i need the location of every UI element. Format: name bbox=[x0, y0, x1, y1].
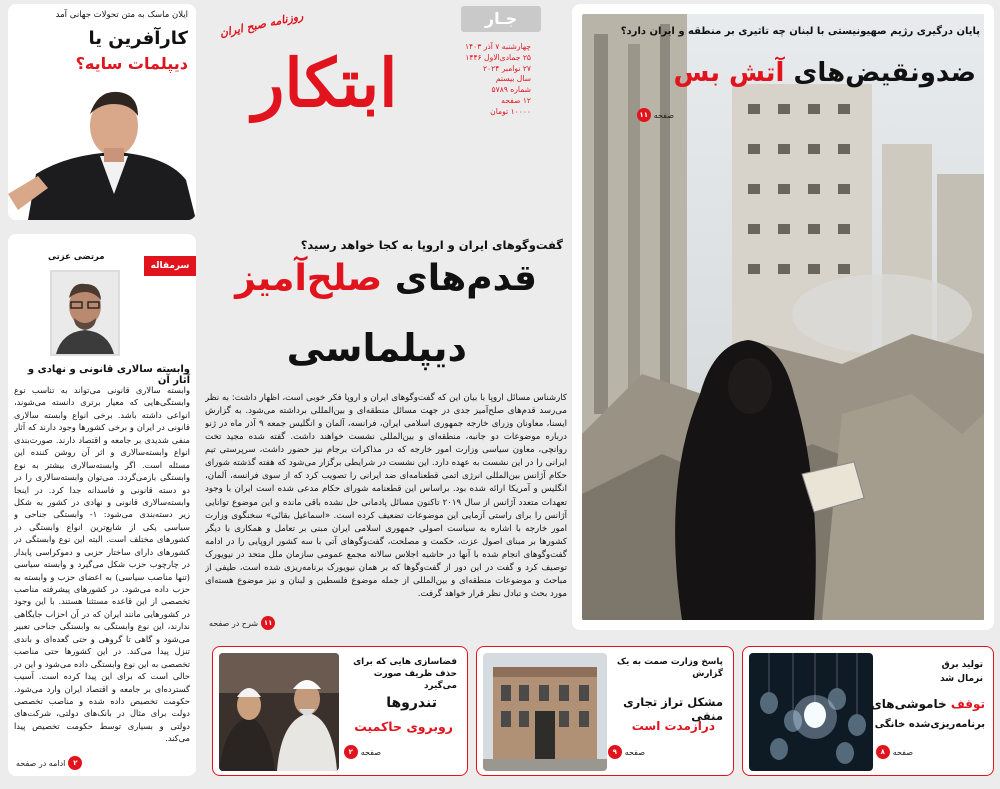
ceasefire-headline bbox=[673, 58, 976, 88]
trade-kicker: پاسخ وزارت صمت به یک گزارش bbox=[617, 657, 723, 679]
editorial-title: وابسته سالاری قانونی و نهادی و آثار آن bbox=[27, 364, 190, 386]
issue-pages: ۱۲ صفحه bbox=[501, 95, 531, 105]
lead-kicker: گفت‌وگوهای ایران و اروپا به کجا خواهد رسید؟ bbox=[300, 238, 563, 252]
issue-date-fa: چهارشنبه ۷ آذر ۱۴۰۳ bbox=[464, 42, 531, 51]
hardliners-story[interactable] bbox=[212, 646, 468, 776]
editorial-body: وابسته سالاری قانونی می‌تواند به تناسب نوع وابستگی‌هایی که معیار برتری دانسته می‌شوند، انواعی داشته باشد. برخی انواع وابسته سالاری قانونی در ایران و برخی کشورها وجود دارند که آثار منفی شدیدی بر جامعه و اقتصاد دارند. صورت‌بندی انواع وابسته‌سالاری و اثر آن روشن کننده این مسئله است. اگر وابسته‌سالاری بیشتر به نوع وابستگی بازمی‌گردد. می‌توان وابسته‌سالاری را در دو دسته قانونی و فاسدانه جدا کرد. در اینجا وابسته‌سالاری قانونی و نهادی در کشور به شکل زیر دسته‌بندی می‌شود: ۱- وابستگی جناحی و سیاسی یکی از شایع‌ترین انواع وابستگی در کشورهای مختلف است. البته این نوع وابستگی در کشورهای دارای ساختار حزبی و دموکراسی پایدار در چارچوب حزب شکل می‌گیرد و وابسته سیاسی (تنها مناصب سیاسی) به اعضای حزب و وابسته به حزب داده می‌شود. در کشورهای پیشرفته مناصب تخصصی از این قاعده مستثنا هستند. با این وجود در کشورهایی مانند ایران که در آن احزاب جایگاهی ندارند، این نوع وابستگی به وابستگی جناحی تعبیر می‌شود و گاهی تا گروهی و حتی گعده‌ای و باندی تنزل پیدا می‌کند. در این کشورها حتی مناصب تخصصی به این نوع وابستگی داده می‌شود و این در حالی است که برای این پیدا کرده است. آسیب گسترده‌ای بر جامعه و اقتصاد ایران وارد می‌شود. حکومت تخصیص داده شده و مناصب تخصصی دولت برای مثال در بانک‌های دولتی، شرکت‌های دولتی و بسیاری توسط حکومت تخصیص پیدا می‌کند. bbox=[14, 385, 190, 744]
continue-label: شرح در صفحه bbox=[209, 618, 259, 628]
newspaper-subtitle: روزنامه صبح ایران bbox=[218, 9, 305, 40]
page-number-badge: ۹ bbox=[608, 745, 622, 759]
lead-continue bbox=[209, 616, 275, 630]
musk-story-box[interactable] bbox=[8, 4, 196, 220]
ceasefire-page-ref bbox=[637, 108, 674, 122]
lead-headline-1 bbox=[235, 258, 537, 299]
page-number-badge: ۲ bbox=[68, 756, 82, 770]
page-number-badge: ۱۱ bbox=[637, 108, 651, 122]
hardliners-title-2: روبروی حاکمیت bbox=[354, 719, 453, 734]
light-bulbs-photo bbox=[749, 653, 873, 771]
continue-label: ادامه در صفحه bbox=[16, 758, 66, 768]
page-ref-label: صفحه bbox=[653, 110, 674, 120]
author-photo bbox=[50, 270, 120, 356]
page-number-badge: ۲ bbox=[344, 745, 358, 759]
author-name: مرتضی عزتی bbox=[48, 252, 105, 262]
power-title-1a: توقف bbox=[950, 697, 985, 711]
issue-number: شماره ۵۷۸۹ bbox=[491, 85, 531, 95]
trade-title-1: مشکل تراز تجاری منفی bbox=[623, 695, 723, 723]
jar-tag: جـار bbox=[461, 6, 541, 32]
ministry-building-photo bbox=[483, 653, 607, 771]
issue-info bbox=[435, 42, 531, 117]
trade-page-ref bbox=[608, 745, 645, 759]
hardliners-page-ref bbox=[344, 745, 381, 759]
page-ref-label: صفحه bbox=[892, 747, 913, 757]
hardliners-title-1: تندروها bbox=[386, 695, 437, 711]
musk-portrait bbox=[8, 84, 196, 220]
lead-headline-2: دیپلماسی bbox=[286, 326, 467, 370]
ceasefire-kicker: پایان درگیری رژیم صهیونیستی با لبنان چه تاثیری بر منطقه و ایران دارد؟ bbox=[620, 26, 980, 37]
musk-kicker: ایلان ماسک به متن تحولات جهانی آمد bbox=[55, 10, 188, 20]
issue-date-gregorian: ۲۷ نوامبر ۲۰۲۴ bbox=[482, 63, 531, 73]
power-kicker-2: نرمال شد bbox=[940, 674, 983, 684]
newspaper-logo: ابتکار bbox=[252, 44, 398, 122]
gaza-ruins-photo bbox=[582, 14, 984, 620]
power-page-ref bbox=[876, 745, 913, 759]
issue-date-hijri: ۲۵ جمادی‌الاول ۱۴۴۶ bbox=[465, 52, 531, 62]
lead-headline-1b: صلح‌آمیز bbox=[235, 258, 383, 299]
issue-year: سال بیستم bbox=[495, 74, 531, 84]
masthead bbox=[205, 4, 545, 226]
power-title-2: برنامه‌ریزی‌شده خانگی bbox=[874, 719, 985, 730]
power-outage-story[interactable] bbox=[742, 646, 994, 776]
editorial-column[interactable] bbox=[8, 234, 196, 776]
musk-headline-2: دیپلمات سایه؟ bbox=[75, 54, 188, 73]
musk-headline-1: کارآفرین یا bbox=[88, 28, 188, 49]
page-number-badge: ۱۱ bbox=[261, 616, 275, 630]
page-ref-label: صفحه bbox=[360, 747, 381, 757]
lead-story[interactable] bbox=[205, 232, 567, 632]
power-title-1b: خاموشی‌های bbox=[870, 697, 947, 711]
page-number-badge: ۸ bbox=[876, 745, 890, 759]
hardliners-photo bbox=[219, 653, 339, 771]
trade-title-2: درازمدت است bbox=[631, 719, 715, 733]
ceasefire-story[interactable] bbox=[572, 4, 994, 630]
lead-body: کارشناس مسائل اروپا با بیان این که گفت‌وگوهای ایران و اروپا فکر خوبی است، اظهار داشت: به نظر می‌رسد قدم‌های صلح‌آمیز جدی در جهت مسائل منطقه‌ای و بین‌المللی برداشته می‌شود. به گزارش ایسنا، معاونان وزرای خارجه جمهوری اسلامی ایران، فرانسه، آلمان و انگلیس جمعه ۹ آذر ماه در ژنو درباره موضوعات دو جانبه، منطقه‌ای و بین‌المللی نشست خواهند داشت. گفته شده مجید تخت روانچی، معاون سیاسی وزارت امور خارجه که در مذاکرات برجام نیز حضور داشت، سرپرستی تیم ایرانی را در این نشست به عهده دارد. این نشست در شرایطی برگزار می‌شود که هفته گذشته شورای حکام آژانس بین‌المللی انرژی اتمی قطعنامه‌ای ضد ایرانی را تصویب کرد که از سوی فرانسه، آلمان، انگلیس و آمریکا ارائه شده بود. براساس این قطعنامه شورای حکام مدعی شده است ایران با وجود تعهدات متعدد آژانس از سال ۲۰۱۹ تاکنون مسائل پادمانی حل نشده باقی مانده و این موضوع توانایی آژانس را برای راستی آزمایی این موضوعات تضعیف کرده است. «اسماعیل بقائی» سخنگوی وزارت امور خارجه با اشاره به سیاست اصولی جمهوری اسلامی ایران مبنی بر تعامل و همکاری با دیگر کشورها بر مبنای اصول عزت، حکمت و مصلحت، گفت‌وگوهای آتی با سه کشور اروپایی را در ادامه گفت‌وگوهای انجام شده با آنها در حاشیه اجلاس سالانه مجمع عمومی سازمان ملل متحد در نیویورک توصیف کرد و گفت در این دور از گفت‌وگوها که بر همان نیویورک برنامه‌ریزی شده است، طیفی از مباحث و موضوعات منطقه‌ای و بین‌المللی از جمله موضوع فلسطین و لبنان و نیز موضوع هسته‌ای مورد بحث و تبادل نظر قرار خواهد گرفت. bbox=[205, 393, 567, 599]
issue-price: ۱۰۰۰۰ تومان bbox=[490, 106, 531, 116]
power-kicker-1: تولید برق bbox=[941, 660, 983, 670]
trade-balance-story[interactable] bbox=[476, 646, 734, 776]
power-title-1 bbox=[871, 697, 985, 711]
ceasefire-headline-a: ضدونقیض‌های bbox=[793, 58, 976, 88]
page-ref-label: صفحه bbox=[624, 747, 645, 757]
editorial-label: سرمقاله bbox=[144, 256, 196, 276]
editorial-continue bbox=[16, 756, 82, 770]
hardliners-kicker: فضاسازی هایی که برای حذف ظریف صورت می‌گیرد bbox=[353, 657, 457, 691]
ceasefire-headline-b: آتش بس bbox=[673, 58, 785, 88]
lead-headline-1a: قدم‌های bbox=[394, 258, 537, 299]
